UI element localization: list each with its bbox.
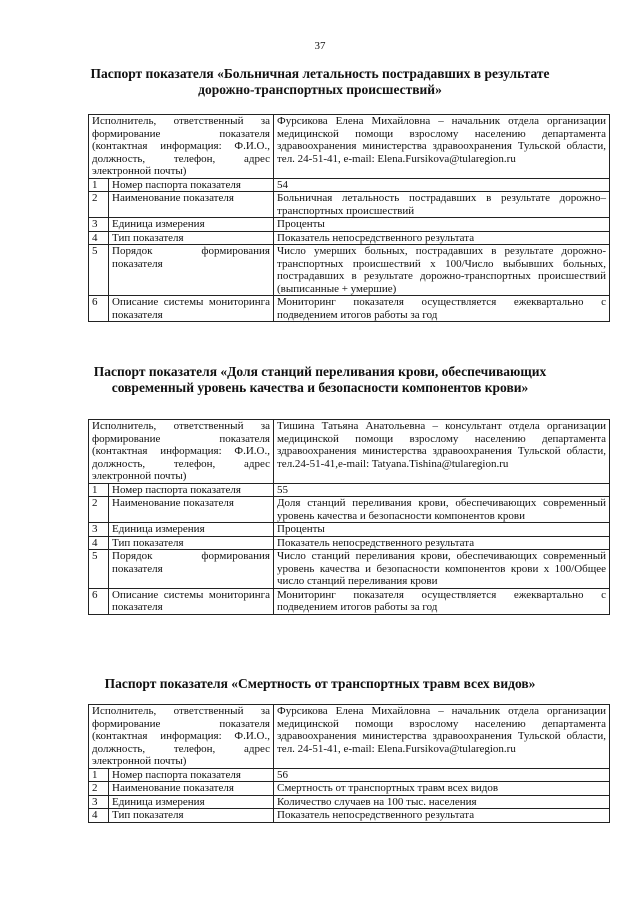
row-value: Доля станций переливания крови, обеспечивающих современный уровень качества и безопасности компонентов крови	[274, 497, 610, 523]
table-row	[89, 550, 610, 589]
row-value: Показатель непосредственного результата	[274, 536, 610, 550]
row-number: 1	[89, 483, 109, 497]
table-row	[89, 523, 610, 537]
table-row	[89, 218, 610, 232]
row-number: 1	[89, 768, 109, 782]
table-row	[89, 795, 610, 809]
table-row	[89, 231, 610, 245]
row-label: Наименование показателя	[109, 192, 274, 218]
row-value: Число умерших больных, пострадавших в результате дорожно-транспортных происшествий х 100/Число выбывших больных, пострадавших в результате дорожно-транспортных происшествий (выписанные + умершие)	[274, 245, 610, 296]
row-number: 4	[89, 231, 109, 245]
row-number: 4	[89, 809, 109, 823]
row-number: 3	[89, 218, 109, 232]
row-number: 2	[89, 192, 109, 218]
responsible-value: Фурсикова Елена Михайловна – начальник отдела организации медицинской помощи взрослому населению департамента здравоохранения министерства здравоохранения Тульской области, тел. 24-51-41, e-mail: Elena.Fursikova@tularegion.ru	[274, 705, 610, 769]
row-number: 2	[89, 782, 109, 796]
section-3-table	[88, 704, 610, 823]
table-row	[89, 809, 610, 823]
section-1-title: Паспорт показателя «Больничная летальность пострадавших в результате дорожно-транспортных происшествий»	[90, 66, 550, 97]
page-number: 37	[314, 40, 326, 52]
row-label: Тип показателя	[109, 231, 274, 245]
responsible-label: Исполнитель, ответственный за формирование показателя (контактная информация: Ф.И.О., должность, телефон, адрес электронной почты)	[89, 705, 274, 769]
responsible-label: Исполнитель, ответственный за формирование показателя (контактная информация: Ф.И.О., должность, телефон, адрес электронной почты)	[89, 115, 274, 179]
row-value: Показатель непосредственного результата	[274, 809, 610, 823]
row-number: 3	[89, 523, 109, 537]
row-label: Номер паспорта показателя	[109, 768, 274, 782]
row-number: 5	[89, 550, 109, 589]
table-row	[89, 192, 610, 218]
responsible-row	[89, 705, 610, 769]
table-row	[89, 588, 610, 614]
row-number: 2	[89, 497, 109, 523]
responsible-value: Тишина Татьяна Анатольевна – консультант отдела организации медицинской помощи взрослому населению департамента здравоохранения министерства здравоохранения Тульской области, тел.24-51-41,e-mail: Tatyana.Tishina@tularegion.ru	[274, 420, 610, 484]
row-value: Число станций переливания крови, обеспечивающих современный уровень качества и безопасности компонентов крови х 100/Общее число станций переливания крови	[274, 550, 610, 589]
row-number: 5	[89, 245, 109, 296]
row-label: Единица измерения	[109, 795, 274, 809]
table-row	[89, 497, 610, 523]
row-number: 6	[89, 588, 109, 614]
section-3-title: Паспорт показателя «Смертность от транспортных травм всех видов»	[104, 676, 536, 691]
row-number: 6	[89, 296, 109, 322]
row-label: Тип показателя	[109, 809, 274, 823]
row-label: Тип показателя	[109, 536, 274, 550]
row-value: Проценты	[274, 523, 610, 537]
responsible-row	[89, 420, 610, 484]
table-row	[89, 768, 610, 782]
row-value: 55	[274, 483, 610, 497]
table-row	[89, 245, 610, 296]
row-label: Порядок формирования показателя	[109, 245, 274, 296]
row-value: Количество случаев на 100 тыс. населения	[274, 795, 610, 809]
row-label: Порядок формирования показателя	[109, 550, 274, 589]
table-row	[89, 296, 610, 322]
row-label: Номер паспорта показателя	[109, 178, 274, 192]
row-value: Больничная летальность пострадавших в результате дорожно–транспортных происшествий	[274, 192, 610, 218]
row-label: Номер паспорта показателя	[109, 483, 274, 497]
row-label: Единица измерения	[109, 218, 274, 232]
row-number: 1	[89, 178, 109, 192]
row-value: 56	[274, 768, 610, 782]
row-number: 3	[89, 795, 109, 809]
row-label: Наименование показателя	[109, 497, 274, 523]
row-label: Описание системы мониторинга показателя	[109, 588, 274, 614]
row-label: Единица измерения	[109, 523, 274, 537]
section-1-table	[88, 114, 610, 322]
row-label: Описание системы мониторинга показателя	[109, 296, 274, 322]
table-row	[89, 782, 610, 796]
responsible-value: Фурсикова Елена Михайловна – начальник отдела организации медицинской помощи взрослому населению департамента здравоохранения министерства здравоохранения Тульской области, тел. 24-51-41, e-mail: Elena.Fursikova@tularegion.ru	[274, 115, 610, 179]
row-value: Мониторинг показателя осуществляется ежеквартально с подведением итогов работы за год	[274, 296, 610, 322]
row-number: 4	[89, 536, 109, 550]
row-label: Наименование показателя	[109, 782, 274, 796]
responsible-label: Исполнитель, ответственный за формирование показателя (контактная информация: Ф.И.О., должность, телефон, адрес электронной почты)	[89, 420, 274, 484]
row-value: Показатель непосредственного результата	[274, 231, 610, 245]
section-2-title: Паспорт показателя «Доля станций переливания крови, обеспечивающих современный уровень качества и безопасности компонентов крови»	[93, 364, 547, 395]
responsible-row	[89, 115, 610, 179]
table-row	[89, 483, 610, 497]
table-row	[89, 178, 610, 192]
row-value: Мониторинг показателя осуществляется ежеквартально с подведением итогов работы за год	[274, 588, 610, 614]
row-value: 54	[274, 178, 610, 192]
table-row	[89, 536, 610, 550]
section-2-table	[88, 419, 610, 615]
row-value: Проценты	[274, 218, 610, 232]
row-value: Смертность от транспортных травм всех видов	[274, 782, 610, 796]
